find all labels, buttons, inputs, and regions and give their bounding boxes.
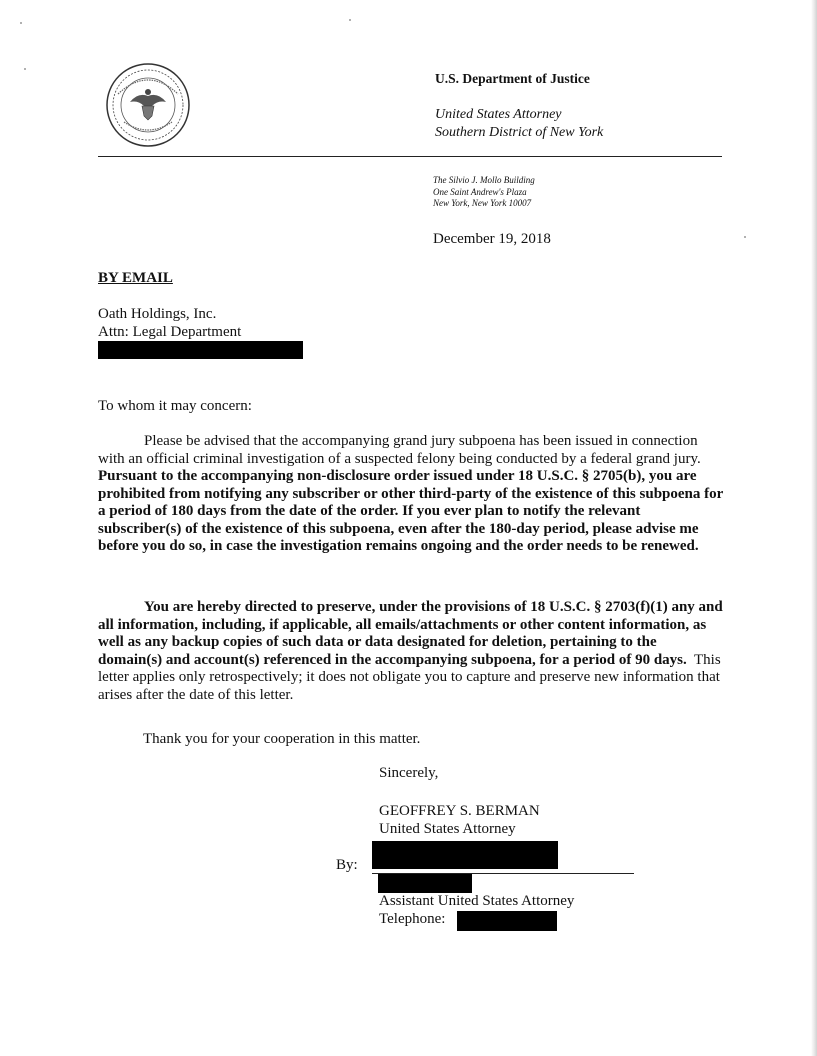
address-line-2: One Saint Andrew's Plaza: [433, 186, 527, 197]
thanks-line: Thank you for your cooperation in this matter.: [143, 731, 421, 747]
recipient-line-1: Oath Holdings, Inc.: [98, 306, 217, 322]
greeting: To whom it may concern:: [98, 398, 252, 414]
department-name: U.S. Department of Justice: [435, 71, 590, 86]
paragraph1-normal: Please be advised that the accompanying grand jury subpoena has been issued in connection with an official criminal investigation of a suspected felony being conducted by a federal grand jury.: [98, 433, 701, 467]
office-address: [433, 175, 535, 210]
office-name: [435, 106, 603, 142]
redaction-signature: [372, 841, 558, 869]
paragraph1-bold: Pursuant to the accompanying non-disclosure order issued under 18 U.S.C. § 2705(b), you are prohibited from notifying any subscriber or other third-party of the existence of this subpoena for a period of 180 days from the date of the order. If you ever plan to notify the relevant subscriber(s) of the existence of this subpoena, even after the 180-day period, please advise me before you do so, in case the investigation remains ongoing and the order needs to be renewed.: [98, 468, 724, 554]
signer-title: United States Attorney: [379, 820, 516, 837]
office-line-2: Southern District of New York: [435, 125, 604, 140]
telephone-label: Telephone:: [379, 910, 446, 927]
delivery-method: BY EMAIL: [98, 270, 173, 286]
signer-block: [379, 803, 540, 838]
signer-name: GEOFFREY S. BERMAN: [379, 803, 540, 819]
redaction-ausa-name: [378, 874, 472, 893]
recipient-line-2: Attn: Legal Department: [98, 323, 242, 340]
scan-edge: [811, 0, 817, 1056]
letter-date: December 19, 2018: [433, 231, 551, 247]
ausa-title: Assistant United States Attorney: [379, 893, 575, 909]
address-line-3: New York, New York 10007: [433, 198, 532, 208]
doj-seal-icon: [104, 62, 192, 148]
header-divider: [98, 156, 722, 157]
scan-speck: [20, 22, 22, 24]
sincerely: Sincerely,: [379, 765, 439, 781]
scan-speck: [744, 236, 746, 238]
address-line-1: The Silvio J. Mollo Building: [433, 175, 535, 185]
by-label: By:: [336, 857, 358, 873]
paragraph-nondisclosure: [98, 433, 724, 556]
recipient-block: [98, 306, 241, 341]
office-line-1: United States Attorney: [435, 107, 562, 122]
paragraph2-normal: This letter applies only retrospectively; it does not obligate you to capture and preserve new information that arises after the date of this letter.: [98, 651, 721, 703]
scan-speck: [24, 68, 26, 70]
scan-speck: [349, 19, 351, 21]
redaction-recipient: [98, 341, 303, 359]
redaction-telephone: [457, 911, 557, 931]
paragraph2-bold: You are hereby directed to preserve, under the provisions of 18 U.S.C. § 2703(f)(1) any and all information, including, if applicable, all emails/attachments or other content information, as well as any backup copies of such data or data designated for deletion, pertaining to the domain(s) and account(s) referenced in the accompanying subpoena, for a period of 90 days.: [98, 599, 723, 668]
paragraph-preservation: [98, 599, 724, 704]
